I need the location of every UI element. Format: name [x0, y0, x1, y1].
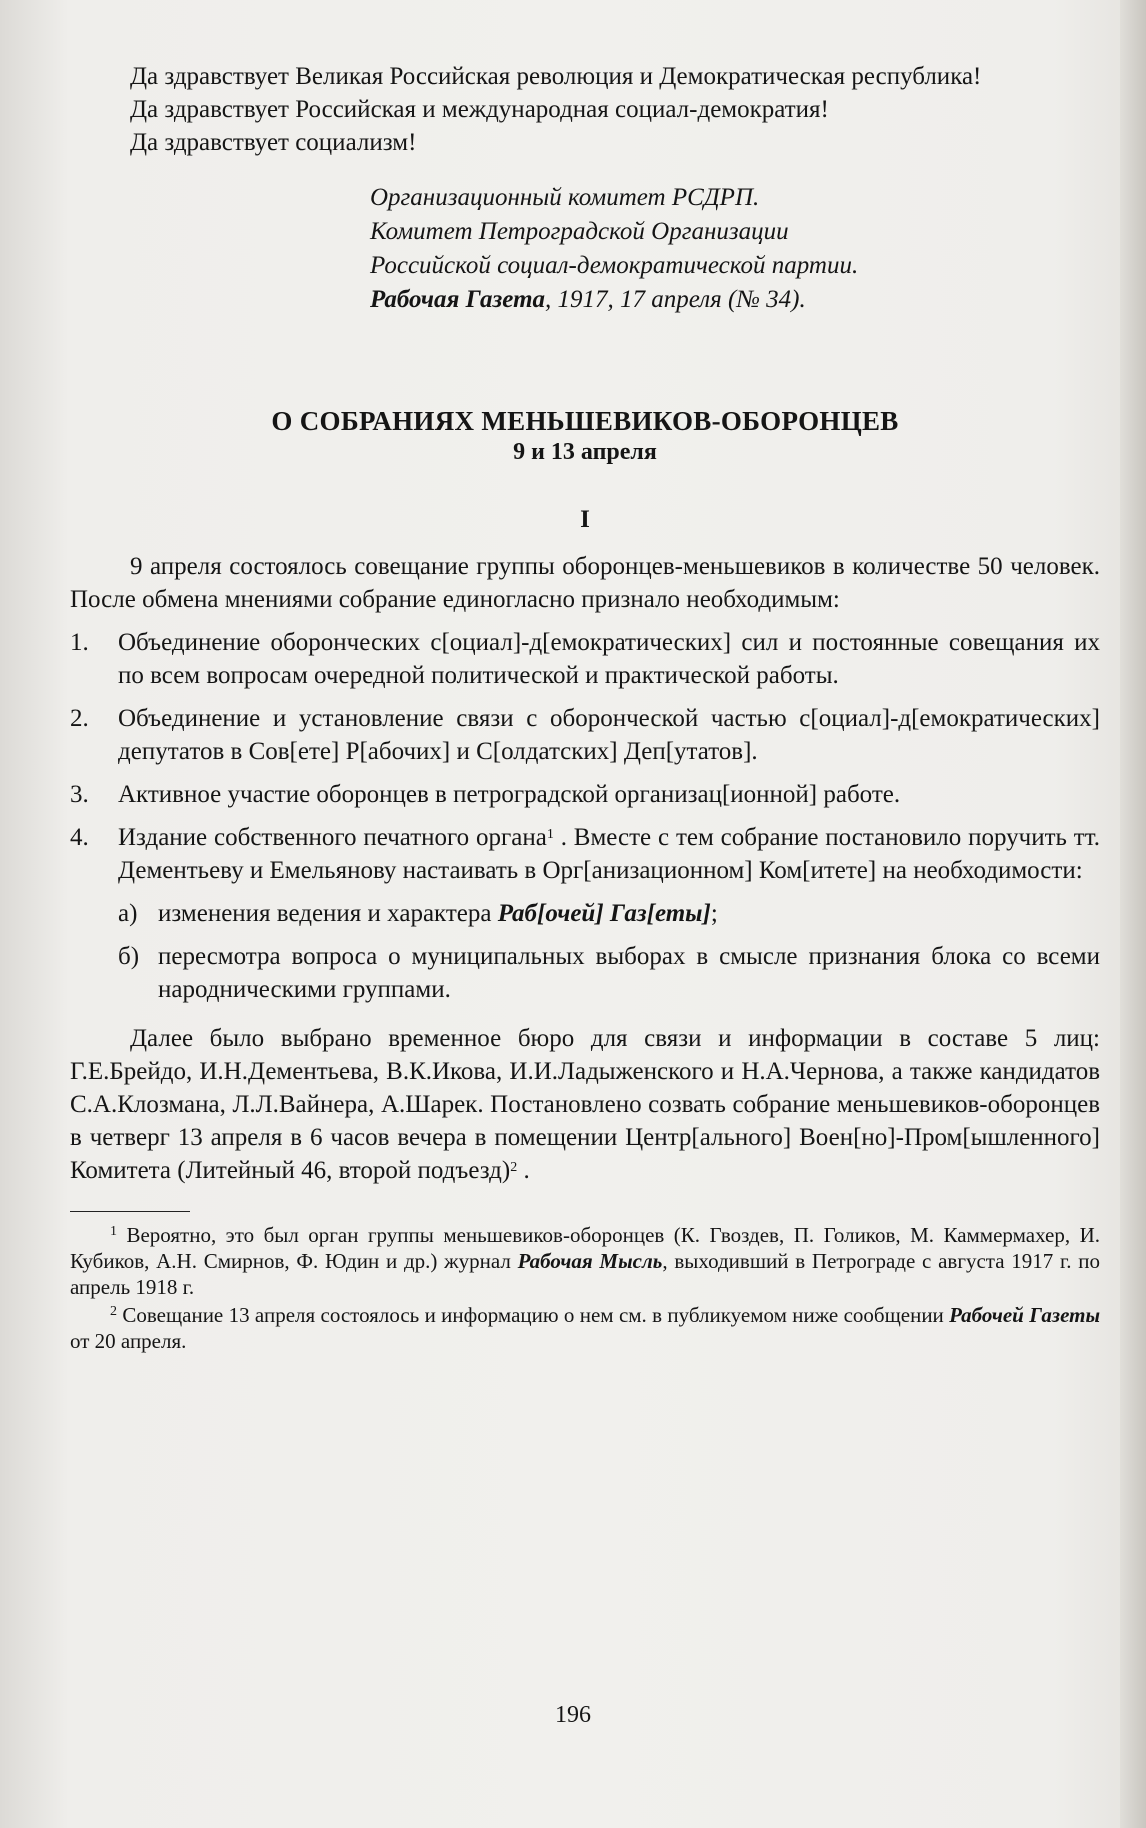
section-numeral: I [580, 506, 590, 533]
slogan-3: Да здравствует социализм! [130, 129, 417, 156]
list-item-number: 3. [70, 781, 89, 808]
footnote-text: Совещание 13 апреля состоялось и информацию о нем см. в публикуемом ниже сообщении [117, 1303, 950, 1327]
sub-item-text-part: изменения ведения и характера [158, 900, 498, 927]
source-paper-name: Рабочая Газета [370, 286, 546, 313]
list-item-text: Объединение и установление связи с оборонческой частью с[оциал]-д[емократических] депутатов в Сов[ете] Р[абочих] и С[олдатских] Деп[утатов]. [118, 705, 1100, 765]
footnote-ref-1: 1 [546, 827, 554, 842]
signature-line-1: Организационный комитет РСДРП. [370, 184, 760, 211]
footnote-mark: 1 [110, 1224, 117, 1239]
footnote-divider [70, 1211, 190, 1212]
list-item-text-part: . Вместе с тем собрание постановило поручить тт. Дементьеву и Емельянову настаивать в Орг[анизационном] Ком[итете] на необходимости: [118, 824, 1101, 884]
closing-paragraph [70, 1022, 1100, 1187]
journal-name: Рабочая Мысль [517, 1249, 663, 1273]
list-item-number: 2. [70, 705, 89, 732]
sub-item-text [158, 897, 1100, 930]
sub-item-text: пересмотра вопроса о муниципальных выборах в смысле признания блока со всеми народническими группами. [158, 943, 1100, 1003]
article-subtitle: 9 и 13 апреля [513, 439, 657, 465]
footnote-text: от 20 апреля. [70, 1329, 187, 1353]
sub-item-text-part: ; [710, 900, 718, 927]
list-item [70, 821, 1100, 887]
page-edge-shadow [1120, 0, 1146, 1828]
sub-item [118, 940, 1100, 1006]
signature-block [70, 181, 1100, 317]
newspaper-name: Раб[очей] Газ[еты] [497, 900, 711, 927]
list-item-text: Объединение оборонческих с[оциал]-д[емократических] сил и постоянные совещания их по всем вопросам очередной политической и практической работы. [118, 629, 1100, 689]
slogan-2: Да здравствует Российская и международная социал-демократия! [130, 96, 829, 123]
signature-line-2: Комитет Петроградской Организации [370, 218, 789, 245]
list-item [70, 702, 1100, 768]
footnote-text: Вероятно, это был орган группы меньшевиков-оборонцев (К. Гвоздев, П. Голиков, М. Каммермахер, И. Кубиков, А.Н. Смирнов, Ф. Юдин и др.) журнал [70, 1223, 1100, 1273]
footnote-mark: 2 [110, 1304, 117, 1319]
source-date: , 1917, 17 апреля (№ 34). [545, 286, 806, 313]
newspaper-name: Рабочей Газеты [949, 1303, 1101, 1327]
list-item [70, 778, 1100, 811]
page-text [70, 60, 1100, 1354]
footnote-1 [70, 1222, 1100, 1300]
sub-item-letter: а) [118, 900, 138, 927]
signature-source [370, 283, 1100, 317]
footnote-2 [70, 1302, 1100, 1354]
list-item-number: 1. [70, 629, 89, 656]
list-item-text [118, 821, 1100, 887]
article-intro: 9 апреля состоялось совещание группы оборонцев-меньшевиков в количестве 50 человек. После обмена мнениями собрание единогласно признало необходимым: [70, 553, 1100, 613]
signature-line-3: Российской социал-демократической партии. [370, 252, 859, 279]
sub-item [118, 897, 1100, 930]
list-item-text-part: Издание собственного печатного органа [118, 824, 547, 851]
closing-text: Далее было выбрано временное бюро для связи и информации в составе 5 лиц: Г.Е.Брейдо, И.Н.Дементьева, В.К.Икова, И.И.Ладыженского и Н.А.Чернова, а также кандидатов С.А.Клозмана, Л.Л.Вайнера, А.Шарек. Постановлено созвать собрание меньшевиков-оборонцев в четверг 13 апреля в 6 часов вечера в помещении Центр[ального] Воен[но]-Пром[ышленного] Комитета (Литейный 46, второй подъезд) [70, 1025, 1100, 1184]
list-item-number: 4. [70, 824, 89, 851]
footnote-ref-2: 2 [510, 1160, 518, 1175]
page-number: 196 [555, 1702, 591, 1728]
slogan-1: Да здравствует Великая Российская революция и Демократическая республика! [130, 63, 982, 90]
list-item [70, 626, 1100, 692]
sub-item-letter: б) [118, 943, 140, 970]
footnote-text: , выходивший в Петрограде с августа 1917 г. по апрель 1918 г. [70, 1249, 1101, 1299]
closing-tail: . [517, 1157, 530, 1184]
article-title: О СОБРАНИЯХ МЕНЬШЕВИКОВ-ОБОРОНЦЕВ [271, 406, 899, 436]
list-item-text: Активное участие оборонцев в петроградской организац[ионной] работе. [118, 781, 901, 808]
